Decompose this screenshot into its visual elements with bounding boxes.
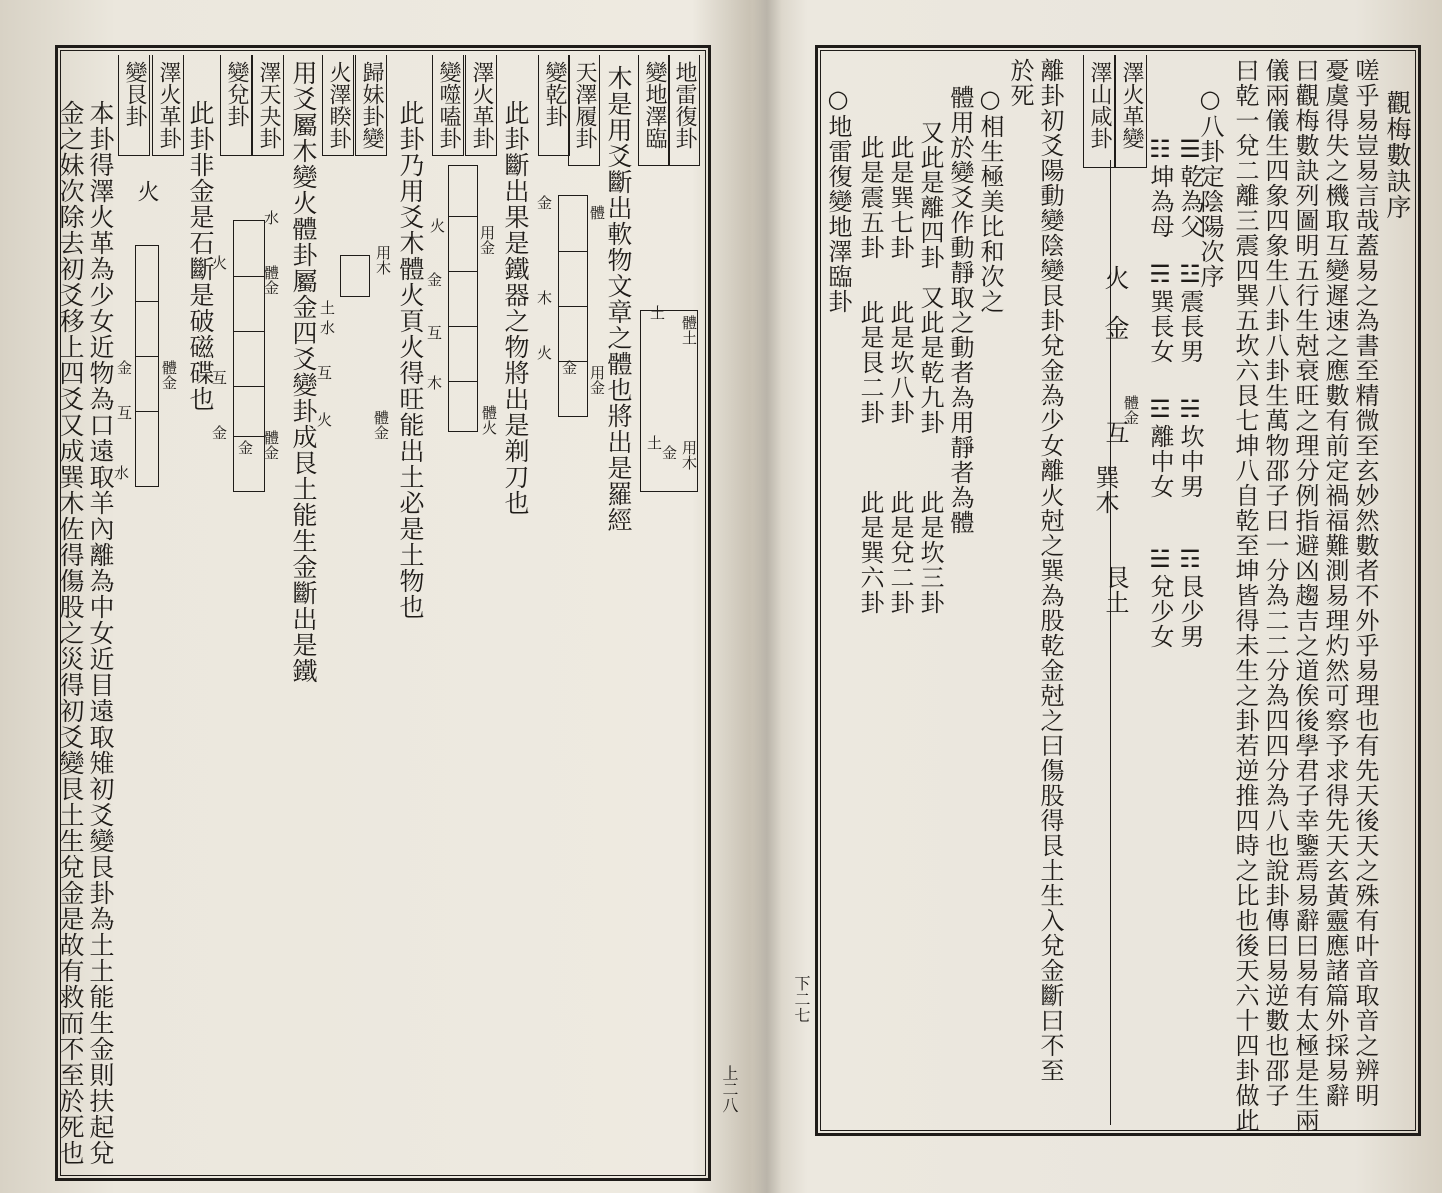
left-hexbox-5: [135, 245, 159, 487]
annot-11: 用金: [478, 225, 496, 255]
hex-val-3: 互: [1101, 420, 1129, 445]
rel-2-1: 此是艮二卦: [856, 300, 884, 425]
left-header-10: 澤火革卦: [152, 55, 184, 156]
trigram-1-0: ☷坤為母: [1146, 135, 1174, 239]
hex-val-4: 巽木: [1091, 465, 1119, 515]
left-col-5: 本卦得澤火革為少女近物為口遠取羊內離為中女近目遠取雉初爻變艮卦為土土能生金則扶起兌: [86, 100, 115, 1166]
annot-4: 土: [645, 435, 663, 450]
rel-1-0: 此是巽七卦: [886, 135, 914, 260]
trigram-0-1: ☳震長男: [1176, 260, 1204, 364]
annot-1: 用木: [680, 440, 698, 470]
left-header-4: 澤火革卦: [465, 55, 497, 156]
trigram-1-2: ☲離中女: [1146, 395, 1174, 499]
annot-8: 木: [535, 290, 553, 305]
annot-29: 火: [210, 255, 228, 270]
annot-6: 用金: [588, 365, 606, 395]
left-hexbox-1: [558, 195, 588, 417]
annot-9: 火: [535, 345, 553, 360]
left-header-8: 澤天夬卦: [252, 55, 284, 156]
preface-col-2: 曰觀梅數訣列圖明五行生尅衰旺之理分例指避凶趨吉之道俟後學君子幸鑒焉易辭曰易有太極是生兩: [1291, 58, 1319, 1133]
annot-5: 體: [588, 205, 606, 220]
left-page-number: 上二八: [720, 1065, 739, 1113]
annot-19: 土: [318, 300, 336, 315]
left-header-11: 變艮卦: [118, 55, 150, 156]
left-col-0: 木是用爻斷出軟物文章之體也將出是羅經: [604, 65, 633, 533]
annot-25: 金: [236, 440, 254, 455]
annot-17: 體金: [372, 410, 390, 440]
hex-val-2: 體金: [1122, 395, 1140, 425]
annot-12: 金: [535, 195, 553, 210]
annot-14: 金: [425, 272, 443, 287]
hex-header-0: 澤火革變: [1115, 55, 1147, 168]
annot-31: 金: [115, 360, 133, 375]
left-header-9: 變兌卦: [220, 55, 252, 156]
annot-20: 水: [318, 320, 336, 335]
relations-text: 體用於變爻作動靜取之動者為用靜者為體: [946, 85, 974, 535]
annot-2: 土: [648, 305, 666, 320]
annot-22: 火: [315, 412, 333, 427]
preface-col-0: 嗟乎易豈易言哉蓋易之為書至精微至玄妙然數者不外乎易理也有先天後天之殊有叶音取音之辨明: [1351, 58, 1379, 1108]
preface-title: 觀梅數訣序: [1383, 90, 1412, 220]
left-header-5: 變噬嗑卦: [432, 55, 464, 156]
explain-col-0: 離卦初爻陽動變陰變艮卦兌金為少女離火尅之巽為股乾金尅之曰傷股得艮土生入兌金斷曰不至: [1036, 58, 1064, 1083]
last-section: ○地雷復變地澤臨卦: [824, 85, 852, 314]
rel-1-2: 此是兌二卦: [886, 490, 914, 615]
trigram-0-3: ☶艮少男: [1176, 545, 1204, 649]
preface-col-4: 曰乾一兌二離三震四巽五坎六艮七坤八自乾至坤皆得未生之卦若逆推四時之比也後天六十四卦做此: [1231, 58, 1259, 1133]
hex-val-5: 艮土: [1101, 565, 1129, 615]
left-col-3: 用爻屬木變火體卦屬金四爻變卦成艮土能生金斷出是鐵: [289, 60, 318, 684]
annot-27: 金: [210, 425, 228, 440]
annot-30: 體金: [160, 360, 178, 390]
hex-divider: [1110, 160, 1112, 1125]
annot-34: 火: [134, 180, 159, 202]
annot-16: 木: [425, 375, 443, 390]
preface-col-3: 儀兩儀生四象四象生八卦八卦生萬物邵子曰一分為二二分為四四分為八也說卦傳曰易逆數也邵子: [1261, 58, 1289, 1108]
annot-23: 水: [262, 210, 280, 225]
trigram-0-2: ☵坎中男: [1176, 395, 1204, 499]
annot-18: 用木: [374, 245, 392, 275]
rel-0-2: 此是坎三卦: [916, 490, 944, 615]
trigram-1-3: ☱兌少女: [1146, 545, 1174, 649]
annot-32: 互: [115, 405, 133, 420]
left-header-2: 天澤履卦: [568, 55, 600, 166]
trigram-1-1: ☴巽長女: [1146, 260, 1174, 364]
annot-26: 體金: [262, 430, 280, 460]
preface-col-1: 憂虞得失之機取互變遲速之應數有前定禍福難測易理灼然可察予求得先天玄黃靈應諸篇外採易辭: [1321, 58, 1349, 1108]
annot-21: 互: [315, 365, 333, 380]
left-hexbox-3: [340, 255, 370, 297]
rel-1-1: 此是坎八卦: [886, 300, 914, 425]
annot-7: 金: [560, 360, 578, 375]
annot-24: 體金: [262, 265, 280, 295]
trigram-0-0: ☰乾為父: [1176, 135, 1204, 239]
annot-15: 互: [425, 325, 443, 340]
rel-0-1: 又此是乾九卦: [916, 285, 944, 435]
annot-13: 火: [428, 218, 446, 233]
explain-col-1: 於死: [1006, 58, 1034, 108]
left-hexbox-2: [448, 165, 478, 432]
right-page: [770, 0, 1442, 1193]
hex-header-1: 澤山咸卦: [1083, 55, 1115, 168]
left-header-7: 火澤睽卦: [322, 55, 354, 156]
left-header-1: 變地澤臨: [638, 55, 670, 166]
annot-28: 互: [210, 370, 228, 385]
relations-title: ○相生極美比和次之: [976, 85, 1004, 314]
left-header-0: 地雷復卦: [668, 55, 700, 166]
left-col-4: 此卦非金是石斷是破磁碟也: [186, 100, 215, 412]
left-header-6: 歸妹卦變: [355, 55, 387, 156]
left-col-2: 此卦乃用爻木體火頁火得旺能出土必是土物也: [396, 100, 425, 620]
rel-0-0: 又此是離四卦: [916, 120, 944, 270]
section-title: ○八卦定陰陽次序: [1196, 85, 1224, 289]
left-col-1: 此卦斷出果是鐵器之物將出是剃刀也: [501, 100, 530, 516]
annot-33: 水: [112, 465, 130, 480]
annot-0: 體土: [680, 315, 698, 345]
hex-val-1: 金: [1101, 315, 1130, 341]
hex-val-0: 火: [1101, 265, 1130, 291]
annot-10: 體火: [480, 405, 498, 435]
rel-2-2: 此是巽六卦: [856, 490, 884, 615]
rel-2-0: 此是震五卦: [856, 135, 884, 260]
left-header-3: 變乾卦: [538, 55, 570, 156]
left-col-6: 金之妹次除去初爻移上四爻又成巽木佐得傷股之災得初爻變艮土生兌金是故有救而不至於死也: [56, 100, 85, 1166]
annot-3: 金: [660, 445, 678, 460]
right-page-number: 下二七: [792, 975, 811, 1023]
